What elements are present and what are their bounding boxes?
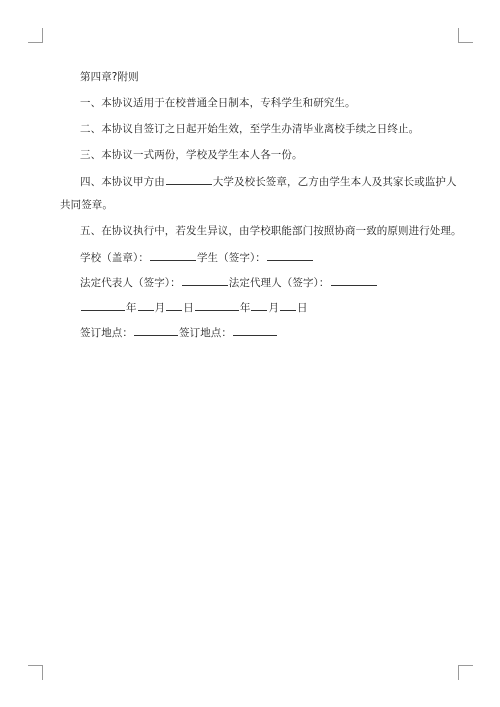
- month-blank-1[interactable]: [138, 300, 154, 311]
- signature-row-school-student: [80, 250, 314, 265]
- school-seal-label: 学校（盖章）：: [80, 252, 149, 264]
- legal-rep-label: 法定代表人（签字）：: [80, 277, 181, 289]
- clause-4-continuation: 共同签章。: [60, 199, 113, 211]
- signing-place-label-1: 签订地点：: [80, 327, 133, 339]
- agent-blank[interactable]: [331, 275, 377, 286]
- clause-1: 一、本协议适用于在校普通全日制本，专科学生和研究生。: [80, 97, 356, 109]
- month-label-2: 月: [268, 302, 280, 314]
- clause-3: 三、本协议一式两份，学校及学生本人各一份。: [80, 149, 303, 161]
- clause-4: [80, 174, 457, 189]
- crop-mark-bottom-left: [28, 665, 43, 680]
- year-label-1: 年: [126, 302, 137, 314]
- chapter-title: 第四章?附则: [80, 71, 139, 83]
- signing-place-label-2: 签订地点：: [179, 327, 232, 339]
- day-blank-2[interactable]: [280, 300, 296, 311]
- student-signature-blank[interactable]: [267, 250, 313, 261]
- university-name-blank[interactable]: [166, 174, 212, 185]
- signing-place-blank-2[interactable]: [233, 325, 277, 336]
- year-label-2: 年: [239, 302, 251, 314]
- crop-mark-top-left: [28, 28, 43, 43]
- year-blank-2[interactable]: [195, 300, 239, 311]
- crop-mark-bottom-right: [458, 665, 473, 680]
- year-blank-1[interactable]: [81, 300, 125, 311]
- signing-place-row: [80, 325, 278, 340]
- month-blank-2[interactable]: [251, 300, 267, 311]
- date-row: [80, 300, 308, 315]
- legal-rep-blank[interactable]: [182, 275, 228, 286]
- clause-2: 二、本协议自签订之日起开始生效，至学生办清毕业离校手续之日终止。: [80, 123, 420, 135]
- day-label-1: 日: [183, 302, 194, 314]
- month-label-1: 月: [154, 302, 166, 314]
- clause-4-prefix: 四、本协议甲方由: [80, 176, 165, 188]
- student-signature-label: 学生（签字）：: [196, 252, 266, 264]
- signature-row-representatives: [80, 275, 378, 290]
- day-blank-1[interactable]: [166, 300, 182, 311]
- crop-mark-top-right: [458, 28, 473, 43]
- signing-place-blank-1[interactable]: [134, 325, 178, 336]
- school-seal-blank[interactable]: [150, 250, 196, 261]
- day-label-2: 日: [297, 302, 308, 314]
- agent-label: 法定代理人（签字）：: [228, 277, 330, 289]
- clause-4-suffix: 大学及校长签章，乙方由学生本人及其家长或监护人: [212, 176, 457, 188]
- clause-5: 五、在协议执行中，若发生异议，由学校职能部门按照协商一致的原则进行处理。: [80, 225, 462, 237]
